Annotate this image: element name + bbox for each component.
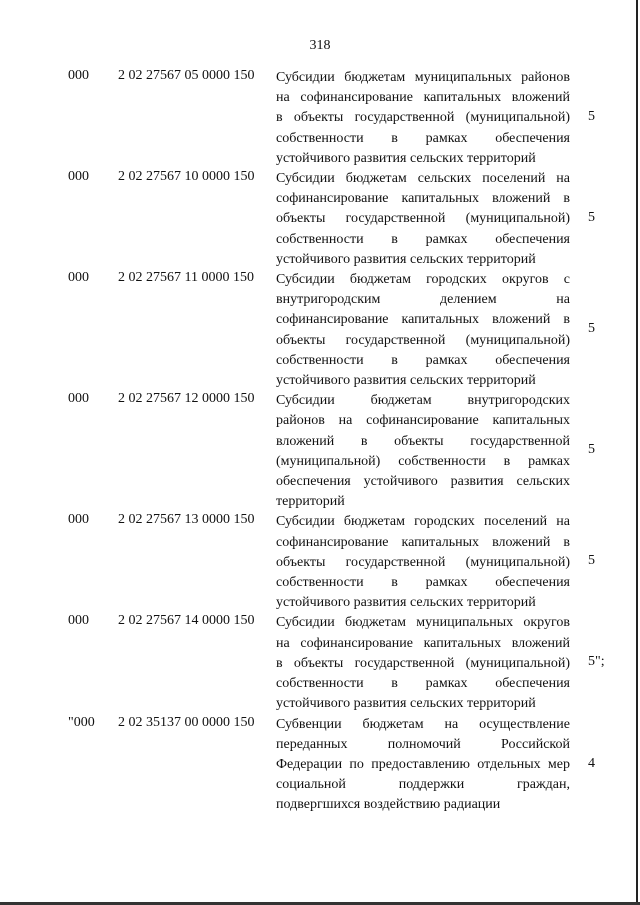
row-description — [276, 512, 570, 613]
classification-code: 2 02 27567 05 0000 150 — [118, 68, 255, 83]
row-value: 5 — [588, 321, 595, 337]
row-description — [276, 613, 570, 714]
classification-code: 2 02 27567 14 0000 150 — [118, 613, 255, 629]
description-line: Субвенции бюджетам на осуществление — [276, 716, 570, 732]
admin-code: 000 — [68, 68, 89, 83]
row-value: 5 — [588, 553, 595, 569]
admin-code: 000 — [68, 613, 89, 629]
row-value: 5"; — [588, 654, 605, 670]
scan-edge-right — [636, 0, 638, 905]
table-row — [0, 270, 640, 391]
row-description — [276, 391, 570, 512]
description-line: собственности в рамках обеспечения — [276, 676, 570, 692]
description-line: на софинансирование капитальных вложений — [276, 635, 570, 651]
table-row — [0, 391, 640, 512]
row-description — [276, 68, 570, 169]
description-line: Субсидии бюджетам сельских поселений на — [276, 171, 570, 187]
budget-codes-table — [0, 68, 640, 816]
description-line: объекты государственной (муниципальной) — [276, 211, 570, 227]
description-line: (муниципальной) собственности в рамках — [276, 453, 570, 469]
row-description — [276, 169, 570, 270]
description-line: Субсидии бюджетам городских округов с — [276, 272, 570, 288]
description-line: собственности в рамках обеспечения — [276, 352, 570, 368]
page-number: 318 — [309, 38, 331, 53]
row-value: 5 — [588, 442, 595, 458]
table-row — [0, 68, 640, 169]
classification-code: 2 02 27567 10 0000 150 — [118, 169, 255, 185]
classification-code: 2 02 35137 00 0000 150 — [118, 714, 255, 730]
description-line: собственности в рамках обеспечения — [276, 231, 570, 247]
description-line: софинансирование капитальных вложений в — [276, 312, 570, 328]
description-line: Федерации по предоставлению отдельных мер — [276, 756, 570, 772]
description-line: объекты государственной (муниципальной) — [276, 332, 570, 348]
description-line: устойчивого развития сельских территорий — [276, 373, 536, 389]
description-line: собственности в рамках обеспечения — [276, 130, 570, 146]
description-line: Субсидии бюджетам муниципальных округов — [276, 615, 570, 631]
description-line: софинансирование капитальных вложений в — [276, 534, 570, 550]
description-line: устойчивого развития сельских территорий — [276, 150, 536, 166]
table-row — [0, 169, 640, 270]
description-line: социальной поддержки граждан, — [276, 777, 570, 793]
admin-code: 000 — [68, 169, 89, 185]
description-line: Субсидии бюджетам городских поселений на — [276, 514, 570, 530]
description-line: в объекты государственной (муниципальной) — [276, 110, 570, 126]
admin-code: 000 — [68, 270, 89, 286]
description-line: районов на софинансирование капитальных — [276, 413, 570, 429]
description-line: в объекты государственной (муниципальной) — [276, 655, 570, 671]
description-line: переданных полномочий Российской — [276, 736, 570, 752]
description-line: Субсидии бюджетам внутригородских — [276, 393, 570, 409]
description-line: объекты государственной (муниципальной) — [276, 554, 570, 570]
table-row — [0, 613, 640, 714]
description-line: софинансирование капитальных вложений в — [276, 191, 570, 207]
classification-code: 2 02 27567 12 0000 150 — [118, 391, 255, 407]
description-line: устойчивого развития сельских территорий — [276, 251, 536, 267]
classification-code: 2 02 27567 13 0000 150 — [118, 512, 255, 528]
admin-code: 000 — [68, 512, 89, 528]
description-line: обеспечения устойчивого развития сельских — [276, 474, 570, 490]
description-line: собственности в рамках обеспечения — [276, 575, 570, 591]
description-line: территорий — [276, 494, 345, 510]
admin-code: "000 — [68, 714, 95, 730]
table-row — [0, 512, 640, 613]
classification-code: 2 02 27567 11 0000 150 — [118, 270, 254, 286]
row-value: 5 — [588, 109, 595, 124]
description-line: подвергшихся воздействию радиации — [276, 797, 501, 813]
row-value: 4 — [588, 755, 595, 771]
description-line: внутригородским делением на — [276, 292, 570, 308]
description-line: на софинансирование капитальных вложений — [276, 90, 570, 106]
row-value: 5 — [588, 210, 595, 226]
description-line: Субсидии бюджетам муниципальных районов — [276, 70, 570, 85]
table-row — [0, 715, 640, 816]
row-description — [276, 715, 570, 816]
row-description — [276, 270, 570, 391]
description-line: вложений в объекты государственной — [276, 433, 570, 449]
description-line: устойчивого развития сельских территорий — [276, 595, 536, 611]
admin-code: 000 — [68, 391, 89, 407]
description-line: устойчивого развития сельских территорий — [276, 696, 536, 712]
